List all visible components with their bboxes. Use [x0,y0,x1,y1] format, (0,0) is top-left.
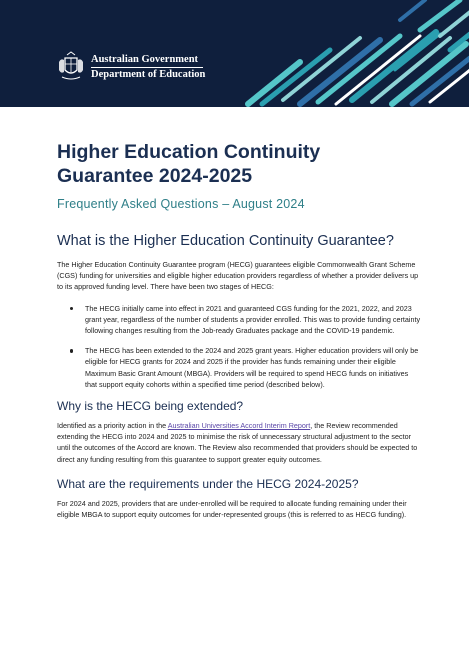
bullet-icon [70,349,73,352]
list-item [57,345,421,390]
title-line-2: Guarantee 2024-2025 [57,165,253,187]
why-paragraph [57,420,421,465]
list-item [57,303,421,337]
requirements-paragraph: For 2024 and 2025, providers that are under-enrolled will be required to allocate funding remaining under their eligible MBGA to support equity outcomes for under-represented groups (this is referred to as HECG funding). [57,498,407,520]
header-banner [0,0,469,107]
document-body [57,140,421,520]
document-title [57,140,421,188]
section-heading-why: Why is the HECG being extended? [57,399,244,414]
accord-report-link[interactable]: Australian Universities Accord Interim Report [167,421,311,431]
stages-list [57,303,421,390]
why-text-end: , the Review recommended extending the HECG into 2024 and 2025 to minimise the risk of unnecessary structural adjustment to the sector until the outcomes of the Accord are known. The Review also recommended that providers should be expected to direct any funding resulting from this guarantee to support greater equity outcomes. [57,421,418,464]
section-heading-requirements: What are the requirements under the HECG 2024-2025? [57,476,359,491]
coat-of-arms-icon [57,50,85,82]
why-text-start: Identified as a priority action in the [57,421,168,431]
title-line-1: Higher Education Continuity [57,141,321,163]
department-name: Department of Education [91,69,206,80]
section-heading-what: What is the Higher Education Continuity Guarantee? [57,233,394,249]
list-item-text: The HECG initially came into effect in 2021 and guaranteed CGS funding for the 2021, 2022, and 2023 grant year, regardless of the number of students a provider enrolled. This was to provide funding certainty following changes resulting from the Job-ready Graduates package and the COVID-19 pandemic. [85,303,421,336]
bullet-icon [70,307,73,310]
document-subtitle: Frequently Asked Questions – August 2024 [57,197,305,211]
list-item-text: The HECG has been extended to the 2024 and 2025 grant years. Higher education providers will only be eligible for HECG grants for 2024 and 2025 if the provider has funds remaining under their eligible Maximum Basic Grant Amount (MBGA). Providers will be required to spend HECG funds on initiatives that support equity cohorts within a specified time period (described below). [85,346,419,389]
intro-paragraph: The Higher Education Continuity Guarantee program (HECG) guarantees eligible Commonwealth Grant Scheme (CGS) funding for universities and eligible higher education providers regardless of whether a provider delivers up to its approved funding level. There have been two stages of HECG: [57,260,419,292]
government-name: Australian Government [91,54,199,65]
logo-divider [91,67,203,68]
government-logo [57,50,217,84]
